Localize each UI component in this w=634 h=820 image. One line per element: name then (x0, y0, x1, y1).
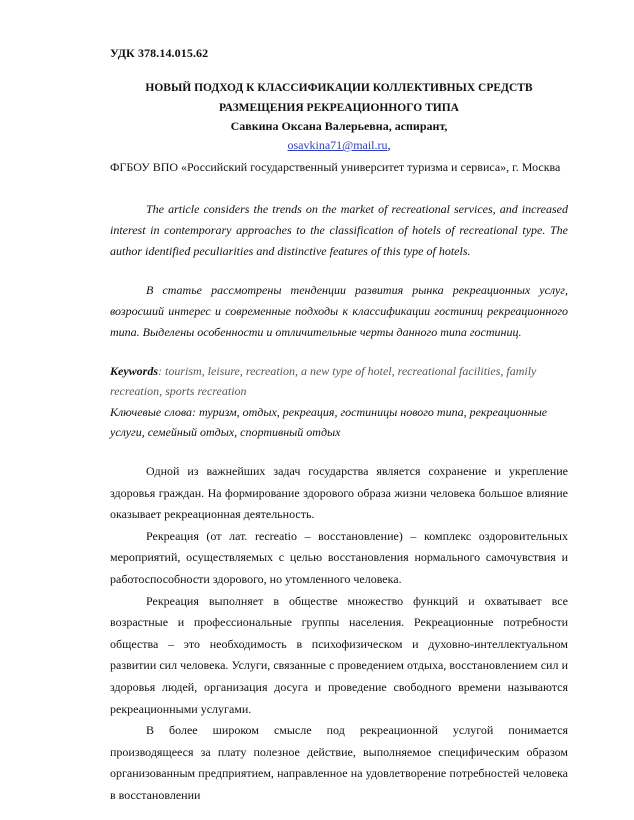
body-paragraph-3: Рекреация выполняет в обществе множество функций и охватывает все возрастные и профессиональные группы населения. Рекреационные потребности общества – это необходимость в психофизическом и духовно-интеллектуальном развитии сил человека. Услуги, связанные с проведением отдыха, восстановлением сил и здоровья людей, организация досуга и проведение свободного времени называются рекреационными услугами. (110, 593, 568, 716)
affiliation: ФГБОУ ВПО «Российский государственный университет туризма и сервиса», г. Москва (110, 160, 561, 174)
keywords-english-text: : tourism, leisure, recreation, a new type of hotel, recreational facilities, family recreation, sports recreation (110, 364, 537, 398)
keywords-english-label: Keywords (110, 364, 158, 378)
article-title-line-1: НОВЫЙ ПОДХОД К КЛАССИФИКАЦИИ КОЛЛЕКТИВНЫХ СРЕДСТВ (145, 82, 533, 94)
author-name: Савкина Оксана Валерьевна, аспирант, (230, 119, 448, 133)
body-paragraph-2: Рекреация (от лат. recreatio – восстановление) – комплекс оздоровительных мероприятий, осуществляемых с целью восстановления нормального самочувствия и работоспособности здорового, но утомленного человека. (110, 528, 568, 586)
author-email-link[interactable]: osavkina71@mail.ru (287, 138, 388, 152)
body-paragraph-1: Одной из важнейших задач государства является сохранение и укрепление здоровья граждан. На формирование здорового образа жизни человека большое влияние оказывает рекреационная деятельность. (110, 464, 568, 522)
udk-code: УДК 378.14.015.62 (110, 46, 209, 60)
article-title-line-2: РАЗМЕЩЕНИЯ РЕКРЕАЦИОННОГО ТИПА (219, 102, 459, 114)
abstract-english: The article considers the trends on the market of recreational services, and increased interest in contemporary approaches to the classification of hotels of recreational type. The author identified peculiarities and distinctive features of this type of hotels. (110, 202, 568, 258)
keywords-russian: Ключевые слова: туризм, отдых, рекреация, гостиницы нового типа, рекреационные услуги, семейный отдых, спортивный отдых (110, 405, 548, 439)
abstract-russian: В статье рассмотрены тенденции развития рынка рекреационных услуг, возросший интерес и современные подходы к классификации гостиниц рекреационного типа. Выделены особенности и отличительные черты данного типа гостиниц. (110, 283, 568, 339)
body-paragraph-4: В более широком смысле под рекреационной услугой понимается производящееся за плату полезное действие, выполняемое специфическим образом организованным предприятием, направленное на удовлетворение потребностей человека в восстановлении (110, 723, 568, 802)
keywords-english (110, 361, 568, 401)
article-body (110, 461, 568, 807)
email-line (110, 138, 568, 153)
email-suffix: , (387, 138, 391, 152)
